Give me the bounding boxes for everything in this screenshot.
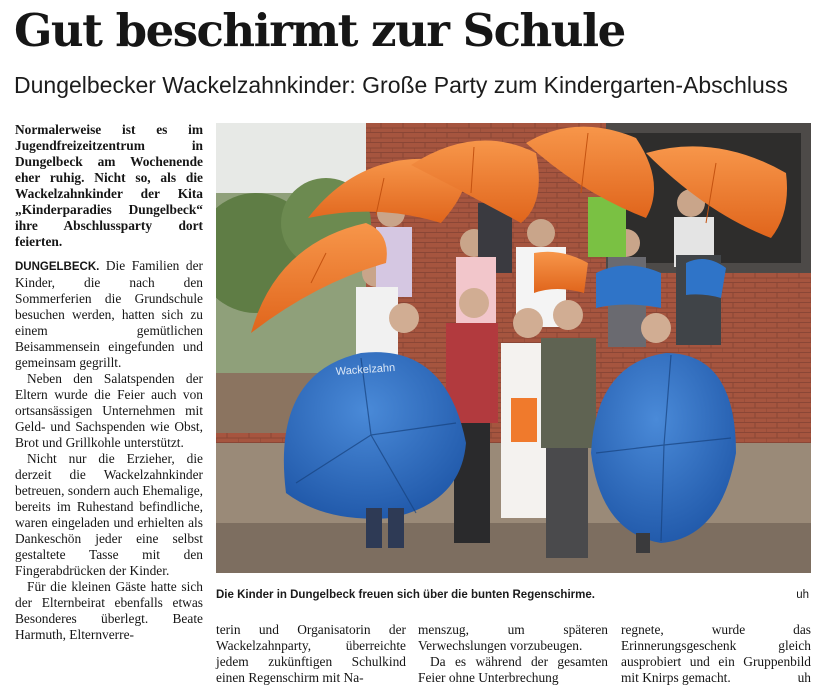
col4-text — [621, 622, 811, 686]
article-column-4 — [621, 622, 811, 686]
paragraph-4: Für die kleinen Gäste hatte sich der Elternbeirat ebenfalls etwas Besonderes überlegt. Beate Harmuth, Elternverre- — [15, 579, 203, 642]
caption-text: Die Kinder in Dungelbeck freuen sich über die bunten Regenschirme. — [216, 589, 595, 601]
photo-caption — [216, 589, 811, 601]
group-photo — [216, 123, 811, 573]
article-column-2 — [216, 622, 406, 686]
photo-credit: uh — [796, 589, 809, 601]
article-column-1 — [15, 122, 203, 643]
article-column-3 — [418, 622, 608, 686]
headline: Gut beschirmt zur Schule — [14, 4, 625, 57]
paragraph-1 — [15, 258, 203, 371]
paragraph-2: Neben den Salatspenden der Eltern wurde die Feier auch von ortsansässigen Unternehmen mit Geld- und Sachspenden wie Obst, Brot und Grillkohle unterstützt. — [15, 371, 203, 450]
author-credit: uh — [797, 670, 811, 685]
subheadline: Dungelbecker Wackelzahnkinder: Große Party zum Kindergarten-Abschluss — [14, 72, 788, 98]
col3-text-a: menszug, um späteren Verwechslungen vorzubeugen. — [418, 622, 608, 653]
col3-text-b: Da es während der gesamten Feier ohne Unterbrechung — [418, 654, 608, 685]
umbrella-name-text: Wackelzahn — [335, 361, 396, 378]
paragraph-1-text: Die Familien der Kinder, die nach den Sommerferien die Grundschule besuchen werden, hatten sich zu einem gemütlichen Beisammensein eingefunden und gemeinsam gegrillt. — [15, 258, 203, 370]
lead-paragraph: Normalerweise ist es im Jugendfreizeitzentrum in Dungelbeck am Wochenende eher ruhig. Nicht so, als die Wackelzahnkinder der Kita „Kinderparadies Dungelbeck“ ihre Abschlussparty dort feierten. — [15, 122, 203, 249]
col2-text: terin und Organisatorin der Wackelzahnparty, überreichte jedem zukünftigen Schulkind einen Regenschirm mit Na- — [216, 622, 406, 685]
dateline: DUNGELBECK. — [15, 261, 100, 273]
col4-body: regnete, wurde das Erinnerungsgeschenk gleich ausprobiert und ein Gruppenbild mit Knirps gemacht. — [621, 622, 811, 685]
paragraph-3: Nicht nur die Erzieher, die derzeit die Wackelzahnkinder betreuen, sondern auch Ehemalige, bereits im Ruhestand befindliche, waren eingeladen und erhielten als Dankeschön jeder eine selbst gestaltete Tasse mit den Fingerabdrücken der Kinder. — [15, 451, 203, 578]
